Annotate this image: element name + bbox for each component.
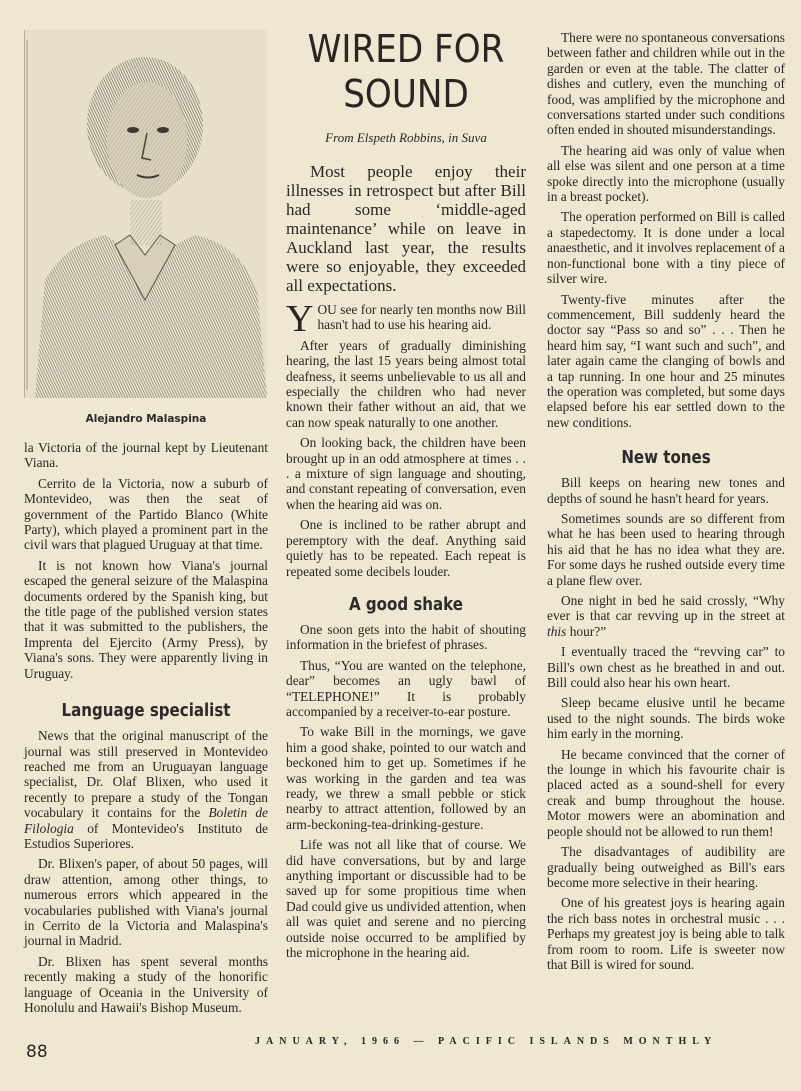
paragraph: The hearing aid was only of value when all else was silent and one person at a time spoke directly into the microphone (usually in a breast pocket). [547,142,785,205]
paragraph: One is inclined to be rather abrupt and peremptory with the deaf. Anything said quietly has to be repeated. Each repeat is repeated some decibels louder. [286,517,526,579]
byline: From Elspeth Robbins, in Suva [325,130,487,145]
paragraph: Sometimes sounds are so different from what he has been used to hearing through his aid that he has no idea what they are. For some days he rushed outside every time a plane flew over. [547,510,785,588]
section-heading: A good shake [348,594,464,615]
paragraph: Dr. Blixen has spent several months recently making a study of the honorific language of Oceania in the University of Honolulu and Hawaii's Bishop Museum. [24,953,268,1015]
section-heading: New tones [621,448,711,469]
portrait-photo [24,30,267,398]
paragraph: It is not known how Viana's journal escaped the general seizure of the Malaspina documents ordered by the Spanish king, but the title page of the published version states that it was submitted to the publishers, the Imprenta del Ejercito (Army Press), by Viana's sons. They were apparently living in Uruguay. [24,557,268,681]
lead-paragraph: Most people enjoy their illnesses in retrospect but after Bill had some ‘middle-aged maintenance’ while on leave in Auckland last year, the results were so enjoyable, they exceeded all expectations. [286,162,526,295]
section-heading: Language specialist [61,701,231,722]
page-number: 88 [26,1042,48,1062]
paragraph: Thus, “You are wanted on the telephone, dear” becomes an ugly bawl of “TELEPHONE!” It is probably accompanied by a receiver-to-ear posture. [286,657,526,719]
paragraph: The disadvantages of audibility are gradually being outweighed as Bill's ears become more selective in their hearing. [547,844,785,890]
left-column [24,440,268,1020]
right-column [547,30,785,977]
paragraph: Twenty-five minutes after the commencement, Bill suddenly heard the doctor say “Pass so and so” . . . Then he heard him say, “I want such and such”, and later again came the clanging of bowls and a tap running. In one hour and 25 minutes the operation was completed, but some days elapsed before his ear settled down to the new conditions. [547,291,785,430]
paragraph: One night in bed he said crossly, “Why ever is that car revving up in the street at this hour?” [547,593,785,639]
paragraph: Bill keeps on hearing new tones and depths of sound he hasn't heard for years. [547,475,785,506]
photo-caption: Alejandro Malaspina [85,413,207,425]
portrait-engraving [25,30,267,398]
paragraph: I eventually traced the “revving car” to Bill's own chest as he breathed in and out. Bill could also hear his own heart. [547,644,785,691]
footer-issue-line: JANUARY, 1966 — PACIFIC ISLANDS MONTHLY [255,1036,718,1047]
paragraph: YOU see for nearly ten months now Bill hasn't had to use his hearing aid. [286,298,526,340]
paragraph: Life was not all like that of course. We did have conversations, but by and large anything important or discussible had to be saved up for some propitious time when Dad could give us undivided attention, when all was quiet and serene and no piercing outside noise occurred to be amplified by the microphone in the hearing aid. [286,837,526,961]
paragraph: Cerrito de la Victoria, now a suburb of Montevideo, was then the seat of government of the Partido Blanco (White Party), which played a prominent part in the civil wars that plagued Uruguay at that time. [24,475,268,553]
drop-cap: Y [286,298,314,340]
article-title: WIRED FOR SOUND [307,27,505,116]
paragraph: To wake Bill in the mornings, we gave him a good shake, pointed to our watch and beckoned him to get up. Sometimes if he was working in the garden and tea was ready, we threw a small pebble or stick nearby to attract attention, followed by an arm-beckoning-tea-drinking-gesture. [286,724,526,832]
paragraph: la Victoria of the journal kept by Lieutenant Viana. [24,440,268,471]
paragraph: News that the original manuscript of the journal was still preserved in Montevideo reached me from an Uruguayan language specialist, Dr. Olaf Blixen, who used it recently to prepare a study of the Tongan vocabulary it contains for the Boletin de Filologia of Montevideo's Instituto de Estudios Superiores. [24,728,268,851]
paragraph: The operation performed on Bill is called a stapedectomy. It is done under a local anaesthetic, and it involves replacement of a non-functional bone with a tiny piece of silver wire. [547,209,785,287]
paragraph: There were no spontaneous conversations between father and children while out in the garden or even at the table. The clatter of dishes and cutlery, even the munching of food, was amplified by the microphone and conversations started under such conditions often ended in shouted misunderstandings. [547,30,785,138]
paragraph: Sleep became elusive until he became used to the night sounds. The birds woke him early in the morning. [547,695,785,742]
paragraph: Dr. Blixen's paper, of about 50 pages, will draw attention, among other things, to numerous errors which appeared in the vocabularies published with Viana's journal in Cerrito de la Victoria and Malaspina's journal in Madrid. [24,856,268,949]
paragraph: One soon gets into the habit of shouting information in the briefest of phrases. [286,621,526,653]
paragraph: He became convinced that the corner of the lounge in which his favourite chair is placed acted as a sound-shell for every creak and bump throughout the house. Motor mowers were an abomination and people should not be allowed to run them! [547,746,785,839]
middle-column [286,298,526,965]
paragraph: One of his greatest joys is hearing again the rich bass notes in orchestral music . . . Perhaps my greatest joy is being able to talk from room to room. Life is sweeter now that Bill is wired for sound. [547,895,785,972]
paragraph: After years of gradually diminishing hearing, the last 15 years being almost total deafness, it seems unbelievable to us all and especially the children who had never known their father without an aid, that we can now speak naturally to one another. [286,337,526,430]
paragraph: On looking back, the children have been brought up in an odd atmosphere at times . . . a mixture of sign language and shouting, and constant repeating of conversation, even when the hearing aid was on. [286,435,526,512]
